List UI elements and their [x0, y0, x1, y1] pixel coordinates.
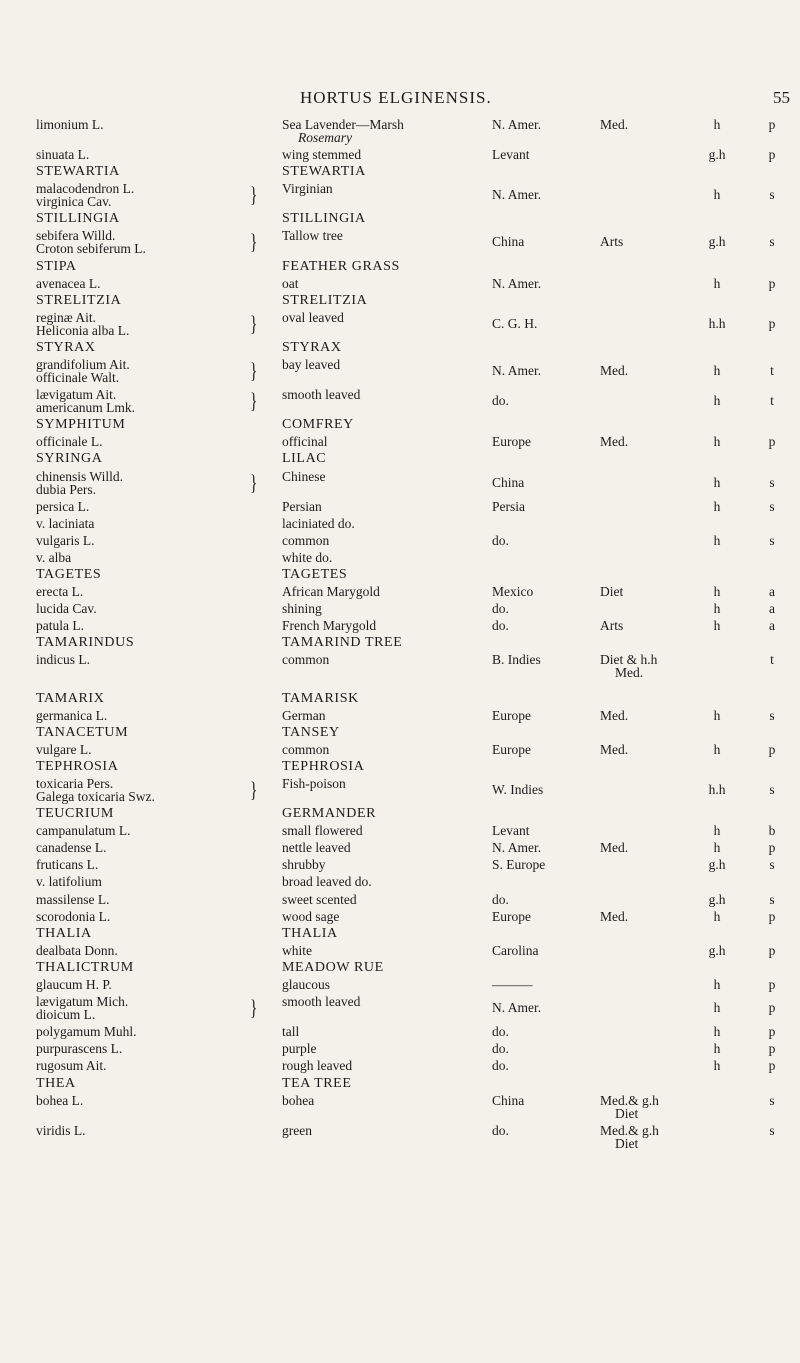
latin-name: massilense L.	[36, 891, 110, 907]
english-name: GERMANDER	[282, 806, 377, 822]
brace-icon: }	[250, 358, 258, 384]
catalogue-row	[0, 760, 800, 777]
english-name: TEPHROSIA	[282, 758, 365, 774]
country: do.	[492, 891, 509, 907]
english-name: nettle leaved	[282, 840, 351, 856]
habit: h	[713, 532, 721, 548]
habit: h	[713, 1000, 721, 1016]
country: do.	[492, 393, 509, 409]
latin-name: glaucum H. P.	[36, 977, 112, 993]
english-name: Tallow tree	[282, 228, 343, 244]
latin-name: STEWARTIA	[36, 164, 120, 180]
catalogue-row	[0, 277, 800, 294]
use: Med.	[600, 741, 629, 757]
habit: h	[713, 1024, 721, 1040]
catalogue-row	[0, 1059, 800, 1076]
habit: g.h	[708, 942, 726, 958]
country: Carolina	[492, 942, 539, 958]
latin-name: SYRINGA	[36, 451, 103, 467]
country: do.	[492, 1122, 509, 1138]
english-name: STRELITZIA	[282, 292, 368, 308]
latin-name: TANACETUM	[36, 724, 129, 740]
english-name: Virginian	[282, 181, 333, 197]
habit: h	[713, 1058, 721, 1074]
latin-name: STRELITZIA	[36, 292, 122, 308]
latin-name: chinensis Willd.	[36, 468, 123, 484]
habit: h	[713, 618, 721, 634]
habit: h	[713, 601, 721, 617]
english-name: Chinese	[282, 468, 326, 484]
english-name: Sea Lavender—Marsh	[282, 117, 404, 132]
latin-name: Heliconia alba L.	[36, 322, 130, 338]
latin-name: viridis L.	[36, 1122, 86, 1138]
brace-icon: }	[250, 469, 258, 495]
brace-icon: }	[250, 229, 258, 255]
catalogue-row	[0, 893, 800, 910]
english-name: wood sage	[282, 908, 340, 924]
latin-name: lucida Cav.	[36, 601, 97, 617]
duration: s	[769, 234, 775, 250]
habit: h	[713, 275, 721, 291]
catalogue-row	[0, 1094, 800, 1124]
catalogue-row	[0, 978, 800, 995]
latin-name: indicus L.	[36, 652, 90, 668]
catalogue-row	[0, 726, 800, 743]
duration: p	[768, 147, 776, 163]
english-name: TANSEY	[282, 724, 340, 740]
english-name: smooth leaved	[282, 994, 361, 1010]
use: Med.	[600, 840, 629, 856]
catalogue-row	[0, 212, 800, 229]
latin-name: officinale L.	[36, 434, 103, 450]
catalogue-row	[0, 1042, 800, 1059]
habit: h	[713, 823, 721, 839]
latin-name: lævigatum Mich.	[36, 994, 129, 1010]
country: China	[492, 234, 525, 250]
latin-name: sebifera Willd.	[36, 228, 116, 244]
catalogue-row	[0, 1124, 800, 1154]
latin-name: scorodonia L.	[36, 908, 111, 924]
duration: p	[768, 315, 776, 331]
duration: p	[768, 741, 776, 757]
duration: a	[769, 584, 775, 600]
english-name: LILAC	[282, 451, 327, 467]
use-continued: Diet	[615, 1135, 639, 1151]
catalogue-row	[0, 777, 800, 807]
duration: s	[769, 782, 775, 797]
latin-name: Croton sebiferum L.	[36, 241, 146, 257]
page-header	[0, 88, 800, 110]
english-name: common	[282, 652, 330, 668]
use: Arts	[600, 234, 624, 250]
habit: h	[713, 187, 721, 203]
habit: h	[713, 908, 721, 924]
english-name: Rosemary	[298, 130, 352, 145]
catalogue-row	[0, 551, 800, 568]
english-name: MEADOW RUE	[282, 959, 384, 975]
english-name: white do.	[282, 549, 333, 565]
catalogue-row	[0, 961, 800, 978]
duration: s	[769, 707, 775, 723]
catalogue-row	[0, 500, 800, 517]
latin-name: v. laciniata	[36, 515, 95, 531]
english-name: STYRAX	[282, 339, 342, 355]
english-name: white	[282, 942, 312, 958]
latin-name: germanica L.	[36, 707, 108, 723]
use: Med.& g.h	[600, 1092, 659, 1108]
latin-name: STYRAX	[36, 339, 96, 355]
catalogue-row	[0, 875, 800, 892]
country: N. Amer.	[492, 117, 542, 132]
latin-name: polygamum Muhl.	[36, 1024, 137, 1040]
latin-name: TEPHROSIA	[36, 758, 119, 774]
habit: h.h	[708, 315, 726, 331]
latin-name: avenacea L.	[36, 275, 101, 291]
catalogue-row	[0, 995, 800, 1025]
english-name: FEATHER GRASS	[282, 258, 400, 274]
latin-name: dubia Pers.	[36, 481, 96, 497]
catalogue-row	[0, 118, 800, 148]
duration: s	[769, 474, 775, 490]
country: do.	[492, 532, 509, 548]
duration: s	[769, 498, 775, 514]
latin-name: americanum Lmk.	[36, 400, 135, 416]
english-name: officinal	[282, 434, 328, 450]
country: B. Indies	[492, 652, 541, 668]
duration: p	[768, 275, 776, 291]
country: Mexico	[492, 584, 534, 600]
habit: g.h	[708, 234, 726, 250]
duration: t	[770, 393, 774, 409]
catalogue-row	[0, 585, 800, 602]
country: N. Amer.	[492, 187, 542, 203]
english-name: TAGETES	[282, 566, 348, 582]
duration: p	[768, 1024, 776, 1040]
english-name: oat	[282, 275, 299, 291]
use: Arts	[600, 618, 624, 634]
catalogue-row	[0, 653, 800, 691]
use: Diet & h.h	[600, 652, 658, 668]
latin-name: limonium L.	[36, 117, 104, 132]
country: N. Amer.	[492, 275, 542, 291]
habit: g.h	[708, 857, 726, 873]
english-name: glaucous	[282, 977, 330, 993]
catalogue-row	[0, 229, 800, 259]
catalogue-row	[0, 927, 800, 944]
country: N. Amer.	[492, 840, 542, 856]
habit: h	[713, 840, 721, 856]
english-name: Fish-poison	[282, 776, 346, 791]
latin-name: malacodendron L.	[36, 181, 135, 197]
catalogue-row	[0, 358, 800, 388]
habit: h	[713, 498, 721, 514]
catalogue-row	[0, 388, 800, 418]
catalogue-row	[0, 1025, 800, 1042]
habit: g.h	[708, 147, 726, 163]
country: Levant	[492, 147, 530, 163]
brace-icon: }	[250, 777, 258, 802]
latin-name: officinale Walt.	[36, 370, 120, 386]
country: Persia	[492, 498, 525, 514]
english-name: TAMARISK	[282, 690, 359, 706]
catalogue-row	[0, 709, 800, 726]
duration: p	[768, 908, 776, 924]
country: Europe	[492, 707, 531, 723]
country: do.	[492, 618, 509, 634]
latin-name: TAMARINDUS	[36, 635, 135, 651]
brace-icon: }	[250, 995, 258, 1021]
catalogue-row	[0, 452, 800, 469]
running-head: HORTUS ELGINENSIS.	[300, 88, 492, 107]
catalogue-row	[0, 165, 800, 182]
duration: s	[769, 187, 775, 203]
habit: h	[713, 977, 721, 993]
latin-name: STILLINGIA	[36, 211, 120, 227]
catalogue-row	[0, 824, 800, 841]
latin-name: grandifolium Ait.	[36, 357, 130, 373]
habit: h	[713, 393, 721, 409]
country: do.	[492, 601, 509, 617]
country: do.	[492, 1058, 509, 1074]
latin-name: patula L.	[36, 618, 84, 634]
catalogue-row	[0, 435, 800, 452]
english-name: STILLINGIA	[282, 211, 366, 227]
use-continued: Diet	[615, 1105, 639, 1121]
english-name: THALIA	[282, 925, 338, 941]
catalogue-row	[0, 260, 800, 277]
english-name: purple	[282, 1041, 317, 1057]
english-name: French Marygold	[282, 618, 377, 634]
habit: h	[713, 474, 721, 490]
brace-icon: }	[250, 182, 258, 208]
duration: p	[768, 1000, 776, 1016]
english-name: STEWARTIA	[282, 164, 366, 180]
latin-name: erecta L.	[36, 584, 84, 600]
country: China	[492, 1092, 525, 1108]
duration: p	[768, 840, 776, 856]
habit: h	[713, 1041, 721, 1057]
latin-name: v. latifolium	[36, 874, 102, 890]
catalogue-row	[0, 341, 800, 358]
catalogue-row	[0, 517, 800, 534]
catalogue-row	[0, 418, 800, 435]
catalogue-row	[0, 294, 800, 311]
country: do.	[492, 1024, 509, 1040]
english-name: laciniated do.	[282, 515, 355, 531]
duration: s	[769, 532, 775, 548]
latin-name: bohea L.	[36, 1092, 84, 1108]
habit: h	[713, 363, 721, 379]
latin-name: fruticans L.	[36, 857, 99, 873]
latin-name: vulgaris L.	[36, 532, 95, 548]
english-name: shrubby	[282, 857, 326, 873]
catalogue-row	[0, 858, 800, 875]
use: Med.	[600, 707, 629, 723]
habit: h	[713, 584, 721, 600]
catalogue-row	[0, 470, 800, 500]
country: N. Amer.	[492, 1000, 542, 1016]
latin-name: reginæ Ait.	[36, 309, 96, 325]
country: Europe	[492, 741, 531, 757]
country: do.	[492, 1041, 509, 1057]
catalogue-row	[0, 944, 800, 961]
catalogue-row	[0, 743, 800, 760]
habit: g.h	[708, 891, 726, 907]
catalogue-row	[0, 568, 800, 585]
habit: h	[713, 741, 721, 757]
english-name: broad leaved do.	[282, 874, 372, 890]
latin-name: persica L.	[36, 498, 90, 514]
habit: h	[713, 117, 721, 132]
english-name: common	[282, 532, 330, 548]
english-name: sweet scented	[282, 891, 357, 907]
english-name: TAMARIND TREE	[282, 635, 403, 651]
country: W. Indies	[492, 782, 544, 797]
use: Med.	[600, 434, 629, 450]
english-name: tall	[282, 1024, 300, 1040]
country: Europe	[492, 908, 531, 924]
brace-icon: }	[250, 310, 258, 336]
duration: s	[769, 1122, 775, 1138]
habit: h	[713, 434, 721, 450]
english-name: Persian	[282, 498, 322, 514]
english-name: German	[282, 707, 326, 723]
catalogue-row	[0, 182, 800, 212]
latin-name: TEUCRIUM	[36, 806, 114, 822]
duration: t	[770, 652, 774, 668]
duration: p	[768, 117, 776, 132]
catalogue-row	[0, 807, 800, 824]
habit: h.h	[708, 782, 726, 797]
use: Diet	[600, 584, 624, 600]
catalogue-row	[0, 148, 800, 165]
latin-name: campanulatum L.	[36, 823, 131, 839]
duration: a	[769, 618, 775, 634]
country: N. Amer.	[492, 363, 542, 379]
catalogue-table	[0, 118, 800, 1154]
latin-name: dioicum L.	[36, 1007, 96, 1023]
duration: a	[769, 601, 775, 617]
duration: p	[768, 434, 776, 450]
catalogue-row	[0, 910, 800, 927]
duration: s	[769, 1092, 775, 1108]
latin-name: THALICTRUM	[36, 959, 134, 975]
english-name: shining	[282, 601, 322, 617]
english-name: TEA TREE	[282, 1075, 352, 1091]
latin-name: sinuata L.	[36, 147, 90, 163]
catalogue-row	[0, 311, 800, 341]
latin-name: TAMARIX	[36, 690, 105, 706]
english-name: common	[282, 741, 330, 757]
country: ———	[492, 977, 533, 993]
catalogue-row	[0, 692, 800, 709]
latin-name: canadense L.	[36, 840, 107, 856]
duration: p	[768, 942, 776, 958]
brace-icon: }	[250, 388, 258, 414]
duration: p	[768, 1041, 776, 1057]
duration: p	[768, 977, 776, 993]
latin-name: SYMPHITUM	[36, 417, 126, 433]
country: Levant	[492, 823, 530, 839]
english-name: bay leaved	[282, 357, 341, 373]
english-name: wing stemmed	[282, 147, 362, 163]
english-name: rough leaved	[282, 1058, 353, 1074]
use: Med.& g.h	[600, 1122, 659, 1138]
latin-name: toxicaria Pers.	[36, 776, 114, 791]
latin-name: purpurascens L.	[36, 1041, 123, 1057]
duration: p	[768, 1058, 776, 1074]
latin-name: lævigatum Ait.	[36, 387, 117, 403]
use-continued: Med.	[615, 665, 644, 681]
latin-name: THALIA	[36, 925, 92, 941]
latin-name: vulgare L.	[36, 741, 92, 757]
country: Europe	[492, 434, 531, 450]
country: S. Europe	[492, 857, 546, 873]
catalogue-row	[0, 619, 800, 636]
latin-name: rugosum Ait.	[36, 1058, 107, 1074]
use: Med.	[600, 363, 629, 379]
latin-name: v. alba	[36, 549, 72, 565]
english-name: bohea	[282, 1092, 315, 1108]
english-name: small flowered	[282, 823, 363, 839]
latin-name: Galega toxicaria Swz.	[36, 789, 155, 804]
duration: s	[769, 891, 775, 907]
country: China	[492, 474, 525, 490]
catalogue-row	[0, 534, 800, 551]
latin-name: dealbata Donn.	[36, 942, 118, 958]
use: Med.	[600, 908, 629, 924]
english-name: African Marygold	[282, 584, 380, 600]
latin-name: TAGETES	[36, 566, 102, 582]
habit: h	[713, 707, 721, 723]
english-name: smooth leaved	[282, 387, 361, 403]
catalogue-row	[0, 841, 800, 858]
country: C. G. H.	[492, 315, 538, 331]
duration: b	[768, 823, 776, 839]
page-number: 55	[773, 88, 790, 107]
catalogue-row	[0, 636, 800, 653]
english-name: oval leaved	[282, 309, 344, 325]
latin-name: virginica Cav.	[36, 194, 112, 210]
duration: s	[769, 857, 775, 873]
latin-name: STIPA	[36, 258, 77, 274]
catalogue-row	[0, 1077, 800, 1094]
use: Med.	[600, 117, 629, 132]
english-name: green	[282, 1122, 312, 1138]
latin-name: THEA	[36, 1075, 76, 1091]
catalogue-row	[0, 602, 800, 619]
duration: t	[770, 363, 774, 379]
english-name: COMFREY	[282, 417, 354, 433]
